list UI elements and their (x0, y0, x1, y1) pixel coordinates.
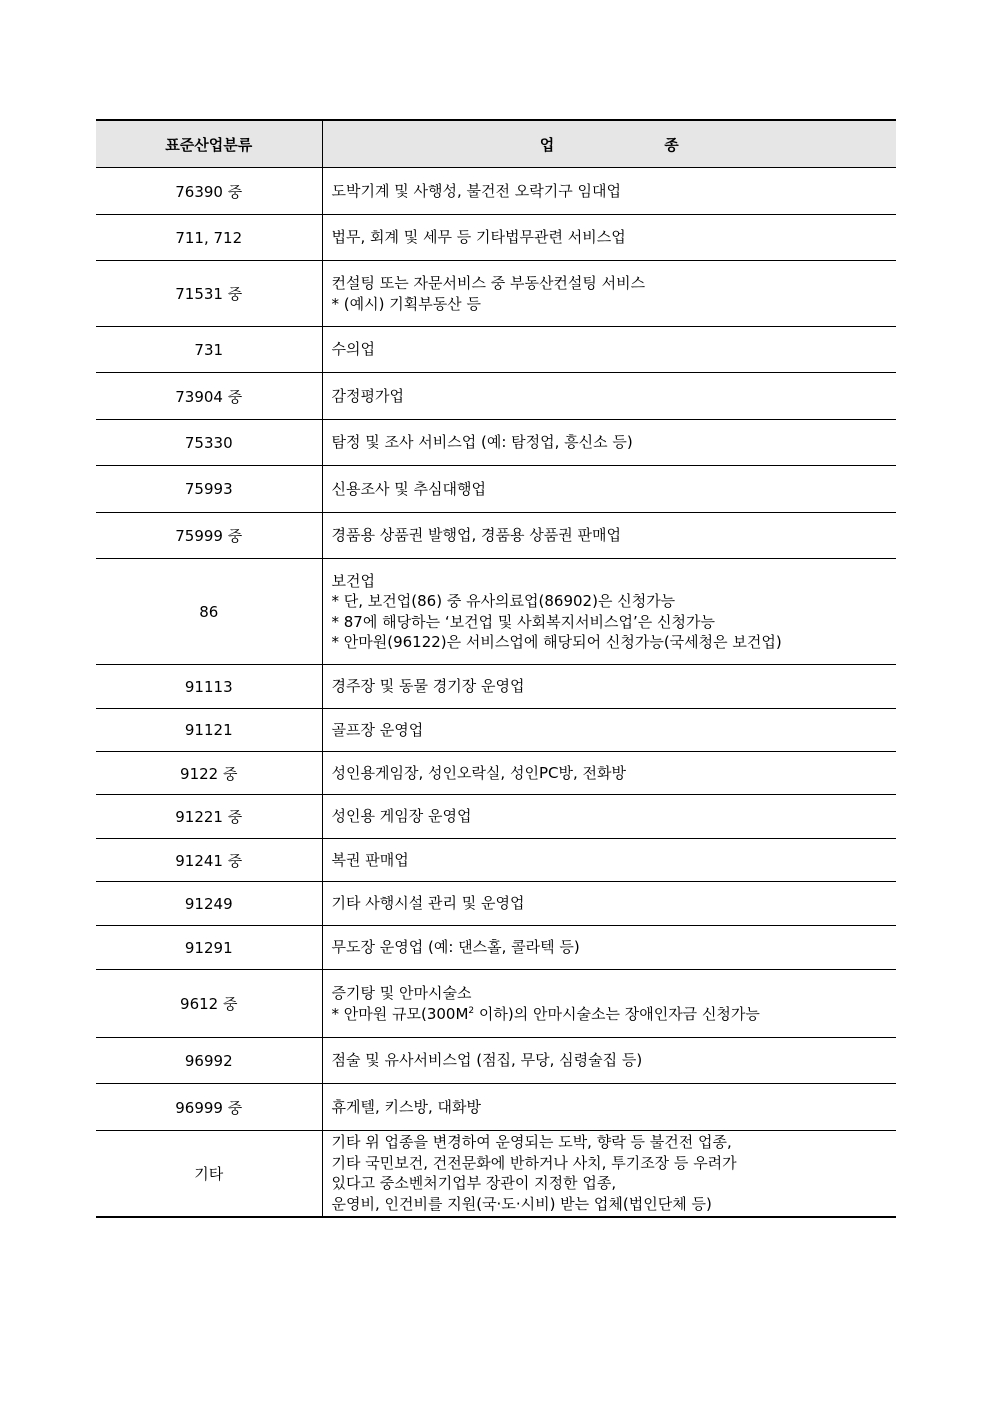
industry-description-cell (322, 882, 896, 926)
industry-code-cell: 76390 중 (96, 168, 322, 215)
industry-code-cell: 731 (96, 327, 322, 373)
industry-code-cell: 711, 712 (96, 215, 322, 261)
description-line: 도박기계 및 사행성, 불건전 오락기구 임대업 (331, 181, 621, 200)
industry-description-cell (322, 1038, 896, 1084)
industry-description-cell (322, 752, 896, 795)
industry-code-cell: 91249 (96, 882, 322, 926)
description-line: 골프장 운영업 (331, 720, 424, 739)
description-line: 보건업 (331, 571, 375, 590)
header-type-part1: 업 (539, 135, 555, 154)
industry-description-cell (322, 1084, 896, 1131)
industry-description-cell (322, 327, 896, 373)
description-line (332, 1004, 897, 1025)
industry-code-cell: 75999 중 (96, 513, 322, 559)
table-row (96, 373, 896, 420)
description-line: 감정평가업 (331, 386, 404, 405)
industry-description-cell (322, 513, 896, 559)
description-line: 법무, 회계 및 세무 등 기타법무관련 서비스업 (331, 228, 626, 247)
table-row (96, 168, 896, 215)
description-line: 운영비, 인건비를 지원(국·도·시비) 받는 업체(법인단체 등) (331, 1194, 712, 1213)
description-line: 기타 위 업종을 변경하여 운영되는 도박, 향락 등 불건전 업종, (331, 1133, 732, 1152)
note-text-pre: * 안마원 규모(300M (331, 1004, 469, 1023)
industry-description-cell (322, 665, 896, 709)
table-row (96, 513, 896, 559)
description-line: 휴게텔, 키스방, 대화방 (331, 1097, 481, 1116)
description-line: 성인용 게임장 운영업 (331, 807, 472, 826)
industry-code-cell: 86 (96, 559, 322, 665)
table-row (96, 1084, 896, 1131)
description-line: * (예시) 기획부동산 등 (331, 294, 481, 313)
industry-description-cell (322, 1131, 896, 1217)
description-line: * 안마원(96122)은 서비스업에 해당되어 신청가능(국세청은 보건업) (331, 633, 782, 651)
industry-code-cell: 75330 (96, 420, 322, 466)
table-row (96, 466, 896, 513)
industry-code-cell: 기타 (96, 1131, 322, 1217)
table-row (96, 420, 896, 466)
industry-description-cell (322, 420, 896, 466)
description-line: 수의업 (331, 340, 375, 359)
table-row (96, 839, 896, 882)
table-row (96, 559, 896, 665)
description-line: 복권 판매업 (331, 850, 409, 869)
table-row (96, 709, 896, 752)
industry-description-cell (322, 466, 896, 513)
industry-code-cell: 91241 중 (96, 839, 322, 882)
table-row (96, 970, 896, 1038)
industry-description-cell (322, 373, 896, 420)
table-row (96, 327, 896, 373)
table-row (96, 1038, 896, 1084)
table-row (96, 795, 896, 839)
industry-code-cell: 9122 중 (96, 752, 322, 795)
header-industry-type (322, 120, 896, 168)
description-line: 성인용게임장, 성인오락실, 성인PC방, 전화방 (331, 763, 626, 782)
table-row (96, 752, 896, 795)
industry-description-cell (322, 970, 896, 1038)
industry-code-cell: 91121 (96, 709, 322, 752)
industry-description-cell (322, 839, 896, 882)
table-header-row (96, 120, 896, 168)
description-line: * 단, 보건업(86) 중 유사의료업(86902)은 신청가능 (331, 592, 676, 610)
description-line: 무도장 운영업 (예: 댄스홀, 콜라텍 등) (331, 938, 580, 957)
industry-description-cell (322, 559, 896, 665)
table-row (96, 665, 896, 709)
table-row (96, 1131, 896, 1217)
description-line: 경품용 상품권 발행업, 경품용 상품권 판매업 (331, 526, 621, 545)
industry-code-cell: 71531 중 (96, 261, 322, 327)
industry-description-cell (322, 926, 896, 970)
description-line: 신용조사 및 추심대행업 (331, 479, 486, 498)
industry-code-cell: 9612 중 (96, 970, 322, 1038)
industry-code-cell: 75993 (96, 466, 322, 513)
table-row (96, 261, 896, 327)
industry-code-cell: 96992 (96, 1038, 322, 1084)
industry-code-cell: 91221 중 (96, 795, 322, 839)
description-line: 기타 사행시설 관리 및 운영업 (331, 894, 525, 913)
industry-description-cell (322, 795, 896, 839)
industry-code-cell: 91113 (96, 665, 322, 709)
description-line: 탐정 및 조사 서비스업 (예: 탐정업, 흥신소 등) (331, 433, 633, 452)
restricted-industry-table (96, 119, 896, 1218)
description-line: * 87에 해당하는 ‘보건업 및 사회복지서비스업’은 신청가능 (331, 612, 716, 631)
description-line: 기타 국민보건, 건전문화에 반하거나 사치, 투기조장 등 우려가 (331, 1153, 737, 1172)
description-line: 컨설팅 또는 자문서비스 중 부동산컨설팅 서비스 (331, 274, 646, 292)
industry-code-cell: 73904 중 (96, 373, 322, 420)
description-line: 점술 및 유사서비스업 (점집, 무당, 심령술집 등) (331, 1051, 643, 1070)
description-line: 경주장 및 동물 경기장 운영업 (331, 677, 525, 696)
industry-description-cell (322, 261, 896, 327)
table-row (96, 882, 896, 926)
header-code: 표준산업분류 (96, 120, 322, 168)
note-text-post: 이하)의 안마시술소는 장애인자금 신청가능 (474, 1004, 760, 1023)
industry-description-cell (322, 168, 896, 215)
description-line: 증기탕 및 안마시술소 (331, 984, 472, 1002)
industry-description-cell (322, 215, 896, 261)
industry-code-cell: 96999 중 (96, 1084, 322, 1131)
table-row (96, 926, 896, 970)
industry-code-cell: 91291 (96, 926, 322, 970)
superscript-exponent: 2 (468, 1005, 475, 1016)
table-row (96, 215, 896, 261)
description-line: 있다고 중소벤처기업부 장관이 지정한 업종, (331, 1174, 617, 1193)
header-type-part2: 종 (664, 135, 679, 154)
industry-description-cell (322, 709, 896, 752)
